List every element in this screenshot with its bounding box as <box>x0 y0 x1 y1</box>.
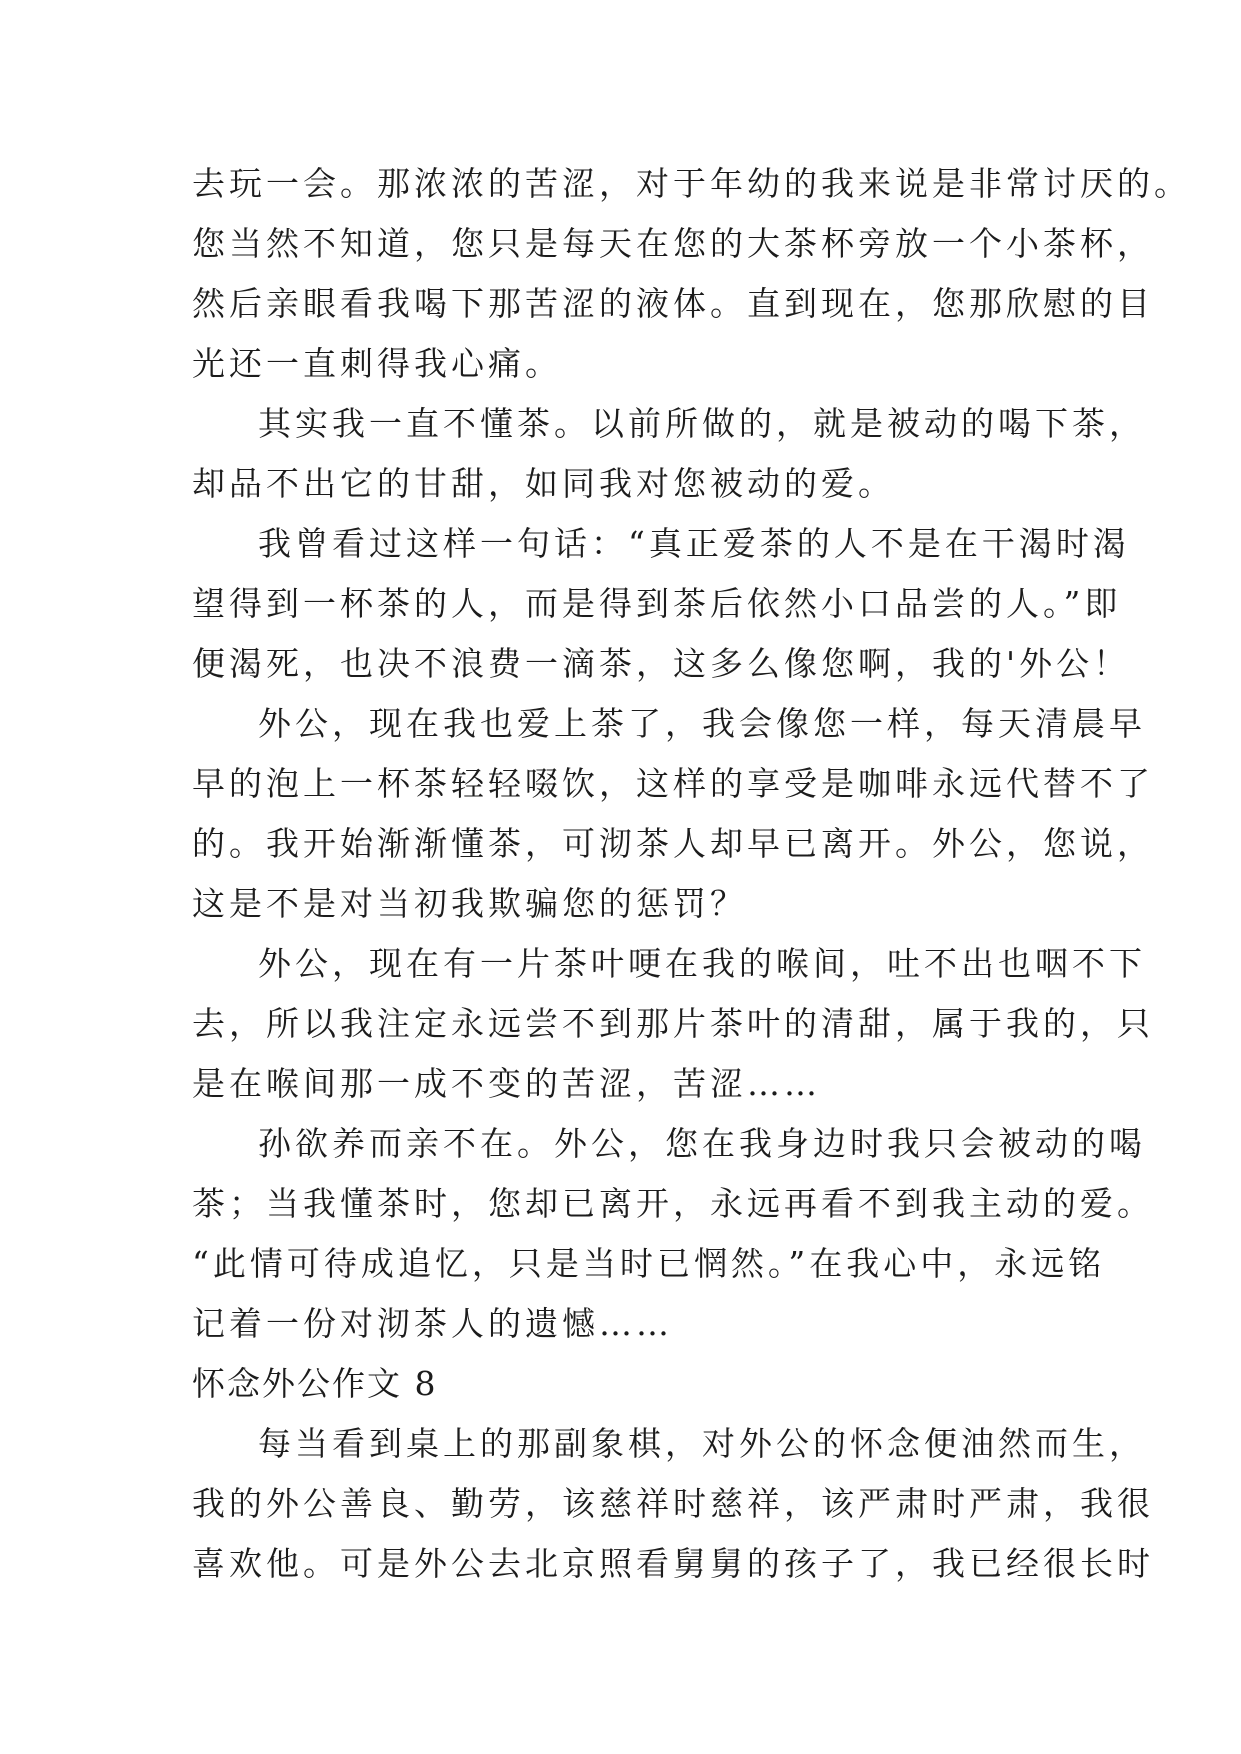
text-line: 光还一直刺得我心痛。 <box>192 344 562 383</box>
text-line: 记着一份对沏茶人的遗憾…… <box>192 1304 673 1343</box>
text-line: 您当然不知道，您只是每天在您的大茶杯旁放一个小茶杯， <box>192 224 1154 263</box>
document-body <box>192 154 1191 1594</box>
text-line: 是在喉间那一成不变的苦涩，苦涩…… <box>192 1064 821 1103</box>
paragraph-start-line: 外公，现在有一片茶叶哽在我的喉间，吐不出也咽不下 <box>258 944 1146 983</box>
paragraph-start-line: 每当看到桌上的那副象棋，对外公的怀念便油然而生， <box>258 1424 1146 1463</box>
paragraph-start-line: 我曾看过这样一句话：“真正爱茶的人不是在干渴时渴 <box>258 524 1130 563</box>
text-line: 望得到一杯茶的人，而是得到茶后依然小口品尝的人。”即 <box>192 584 1122 623</box>
section-heading: 怀念外公作文 8 <box>192 1364 438 1403</box>
text-line: 然后亲眼看我喝下那苦涩的液体。直到现在，您那欣慰的目 <box>192 284 1154 323</box>
paragraph-start-line: 孙欲养而亲不在。外公，您在我身边时我只会被动的喝 <box>258 1124 1146 1163</box>
text-line: 早的泡上一杯茶轻轻啜饮，这样的享受是咖啡永远代替不了 <box>192 764 1154 803</box>
text-line: 却品不出它的甘甜，如同我对您被动的爱。 <box>192 464 895 503</box>
text-line: “此情可待成追忆，只是当时已惘然。”在我心中，永远铭 <box>192 1244 1106 1283</box>
paragraph-start-line: 其实我一直不懂茶。以前所做的，就是被动的喝下茶， <box>258 404 1146 443</box>
text-line: 的。我开始渐渐懂茶，可沏茶人却早已离开。外公，您说， <box>192 824 1154 863</box>
text-line: 我的外公善良、勤劳，该慈祥时慈祥，该严肃时严肃，我很 <box>192 1484 1154 1523</box>
text-line: 去玩一会。那浓浓的苦涩，对于年幼的我来说是非常讨厌的。 <box>192 164 1191 203</box>
text-line: 去，所以我注定永远尝不到那片茶叶的清甜，属于我的，只 <box>192 1004 1154 1043</box>
text-line: 喜欢他。可是外公去北京照看舅舅的孩子了，我已经很长时 <box>192 1544 1154 1583</box>
text-line: 这是不是对当初我欺骗您的惩罚？ <box>192 884 747 923</box>
text-line: 茶；当我懂茶时，您却已离开，永远再看不到我主动的爱。 <box>192 1184 1154 1223</box>
paragraph-start-line: 外公，现在我也爱上茶了，我会像您一样，每天清晨早 <box>258 704 1146 743</box>
text-line: 便渴死，也决不浪费一滴茶，这多么像您啊，我的'外公！ <box>192 644 1131 683</box>
